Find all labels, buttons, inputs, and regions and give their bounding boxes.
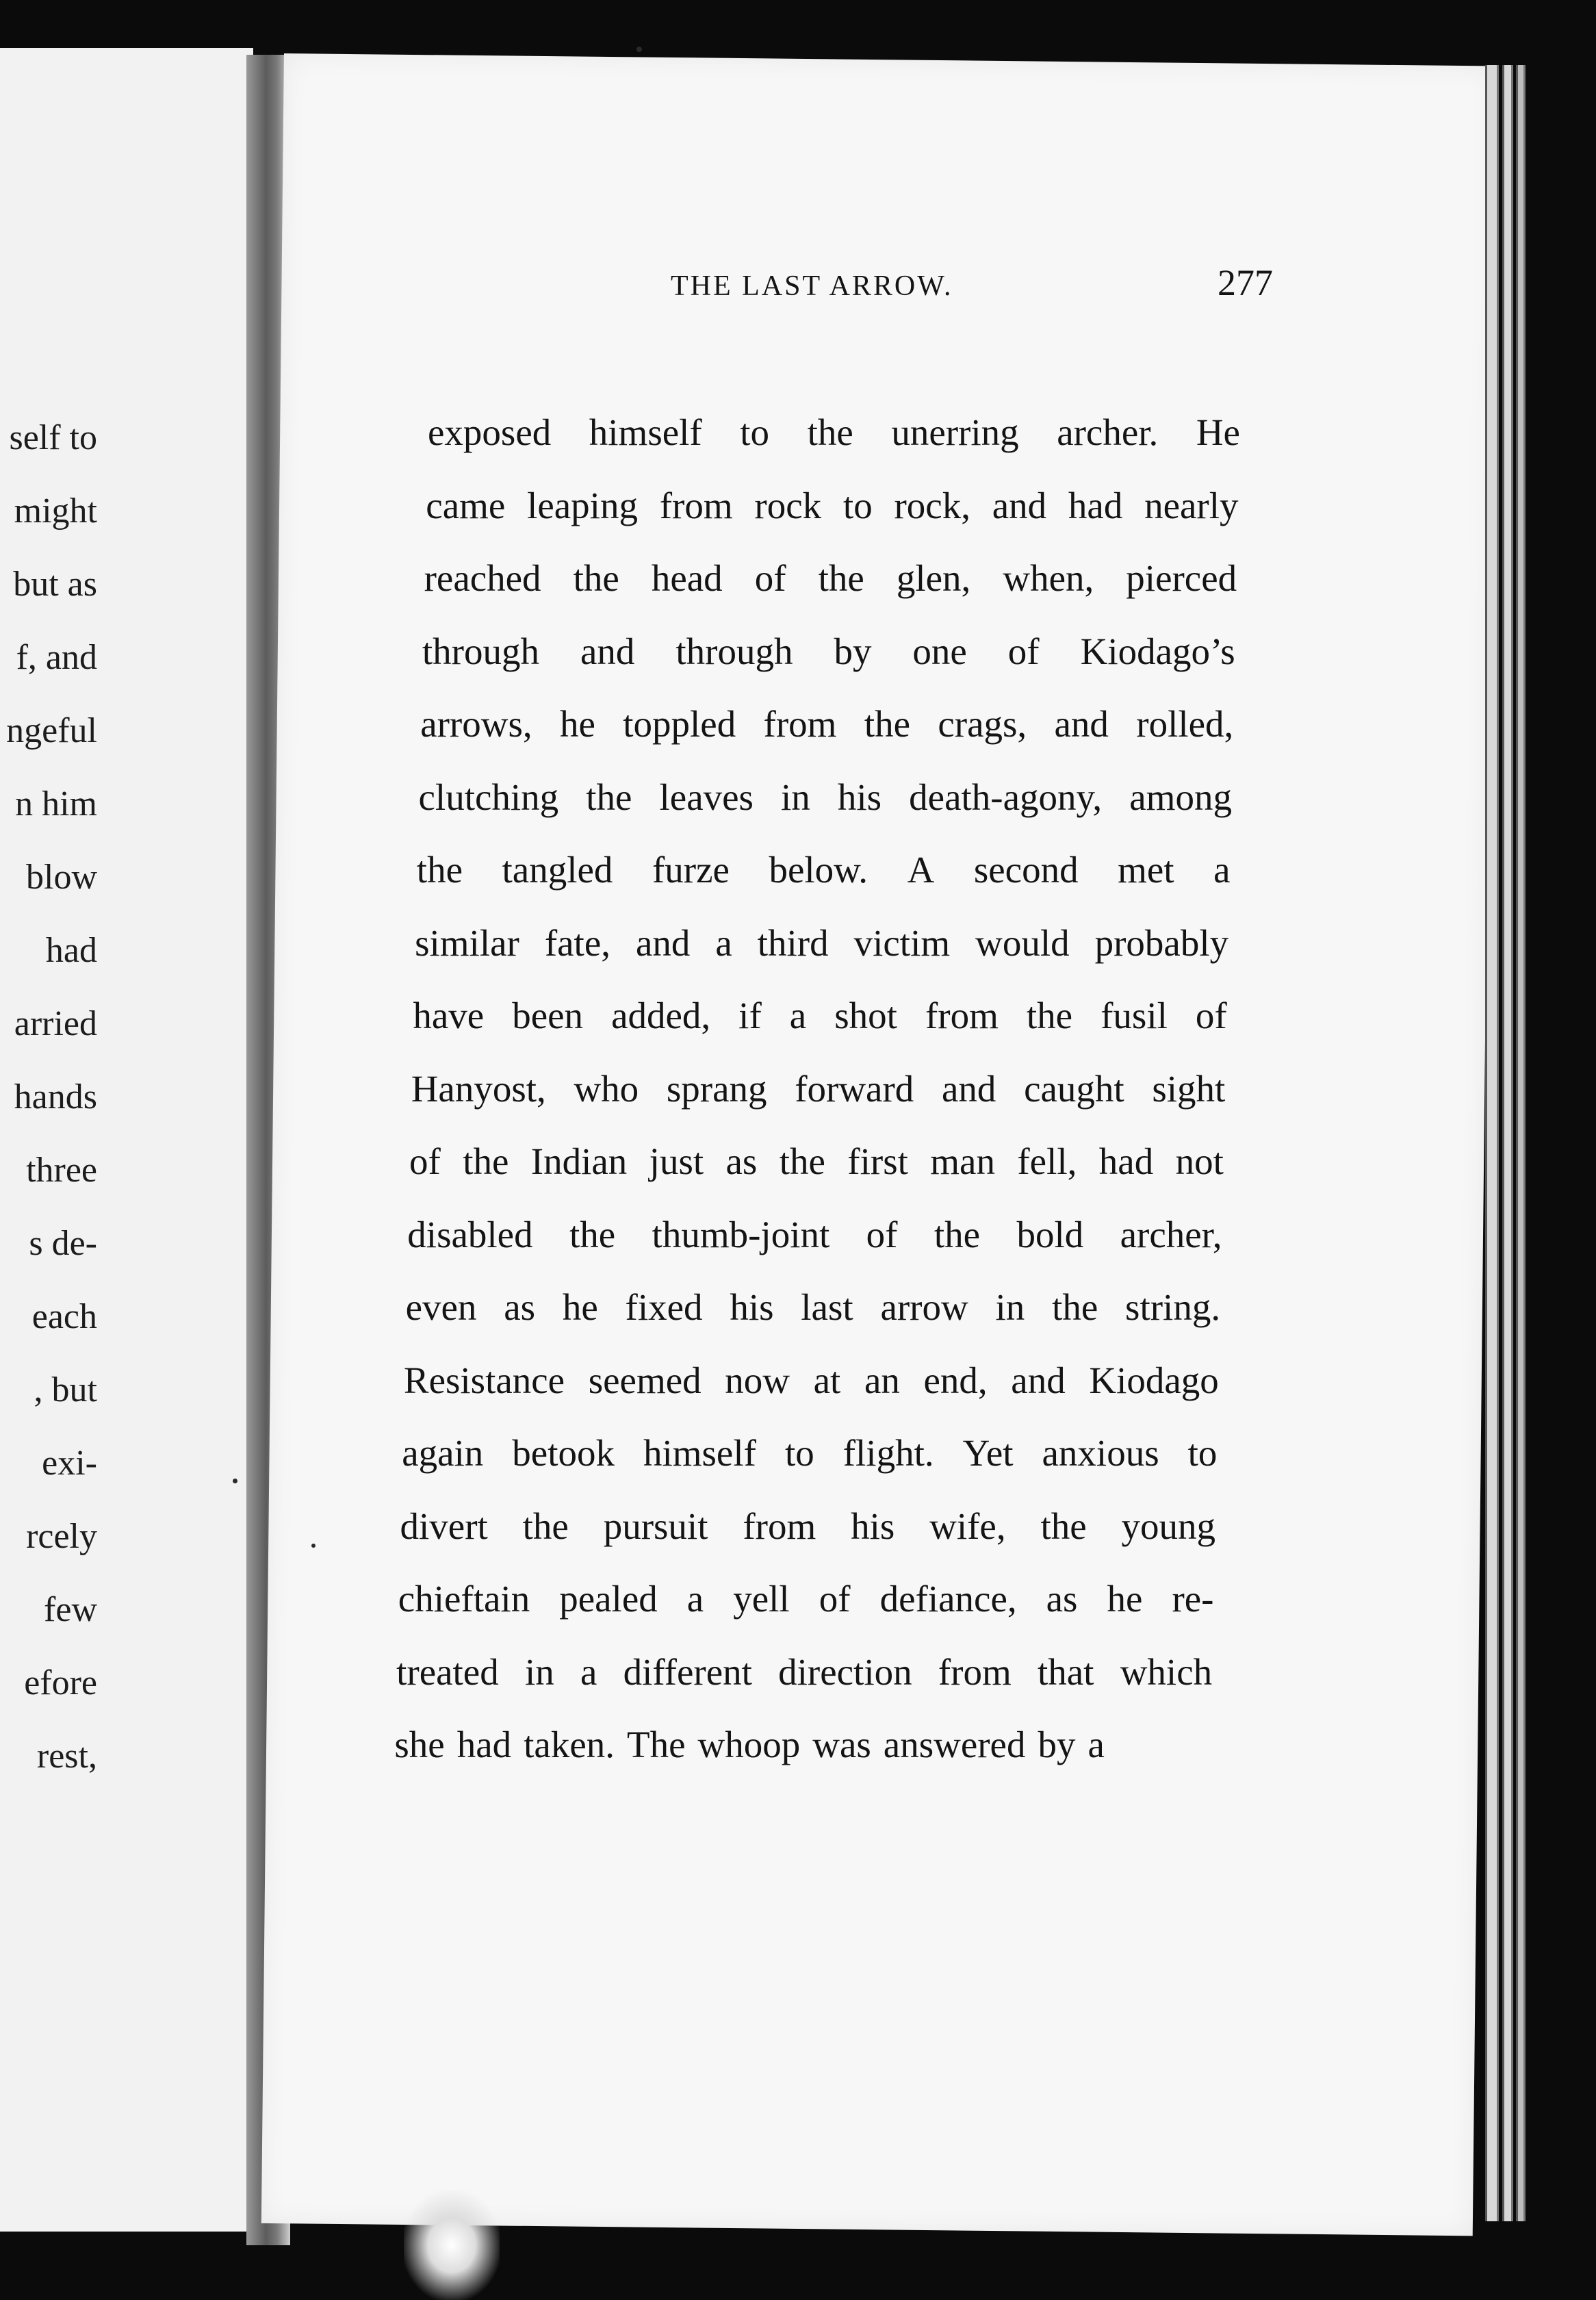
word: a (580, 1650, 597, 1693)
page-edge (1485, 65, 1499, 2221)
word: second (973, 849, 1079, 891)
left-page-line: , but (34, 1370, 97, 1409)
word: thumb-joint (652, 1213, 830, 1255)
word: of (754, 557, 786, 599)
word: Yet (962, 1432, 1014, 1474)
text-line (413, 994, 1226, 1037)
word: the (779, 1140, 825, 1182)
word: rock, (894, 484, 970, 526)
word: reached (424, 557, 541, 599)
word: third (757, 921, 829, 964)
word: head (651, 557, 723, 599)
word: string. (1125, 1286, 1221, 1328)
word: and (635, 921, 691, 964)
word: his (837, 776, 882, 818)
word: met (1118, 849, 1174, 891)
word: by (834, 630, 872, 672)
word: he (562, 1286, 598, 1328)
word: similar (415, 921, 519, 964)
word: whoop (697, 1724, 801, 1765)
running-title: THE LAST ARROW. (671, 270, 953, 302)
word: the (864, 703, 911, 745)
left-page-line: rcely (26, 1517, 97, 1556)
word: man (930, 1140, 995, 1182)
word: the (818, 557, 864, 599)
word: leaves (659, 776, 754, 818)
word: answered (883, 1724, 1026, 1765)
word: the (522, 1505, 569, 1547)
light-glare (404, 2190, 500, 2300)
left-page-line: efore (24, 1663, 97, 1702)
word: crags, (938, 703, 1027, 745)
left-page-line: self to (9, 418, 97, 457)
word: to (842, 484, 873, 526)
word: the (573, 557, 619, 599)
word: flight. (842, 1432, 934, 1474)
word: from (659, 484, 733, 526)
word: the (807, 411, 853, 453)
word: archer. (1057, 411, 1159, 453)
word: taken. (524, 1724, 615, 1765)
word: the (1052, 1286, 1098, 1328)
word: now (725, 1359, 790, 1401)
word: had (1098, 1140, 1154, 1182)
word: in (781, 776, 810, 818)
word: to (740, 411, 770, 453)
word: the (463, 1140, 509, 1182)
left-page-line: s de- (29, 1224, 97, 1263)
word: his (730, 1286, 774, 1328)
word: a (789, 995, 807, 1036)
text-line (398, 1577, 1214, 1620)
word: of (819, 1578, 851, 1620)
word: rock (754, 484, 822, 526)
word: unerring (891, 411, 1019, 453)
text-line (400, 1505, 1216, 1548)
word: himself (643, 1432, 756, 1474)
word: different (623, 1650, 752, 1693)
word: exposed (428, 411, 552, 453)
page-edge (1502, 65, 1513, 2221)
word: from (763, 703, 837, 745)
word: as (725, 1140, 758, 1182)
text-line (409, 1140, 1224, 1183)
word: Indian (530, 1140, 628, 1182)
word: bold (1016, 1213, 1084, 1255)
word: defiance, (879, 1578, 1017, 1620)
left-facing-page (0, 48, 253, 2232)
word: had (456, 1724, 512, 1765)
word: last (801, 1286, 853, 1328)
word: chieftain (398, 1578, 530, 1620)
text-line (396, 1650, 1212, 1694)
word: among (1129, 776, 1232, 818)
left-page-line: few (44, 1590, 97, 1629)
word: a (1213, 849, 1231, 891)
word: through (675, 630, 793, 672)
left-page-line: n him (15, 784, 97, 823)
page-number: 277 (1218, 262, 1273, 303)
text-line (404, 1359, 1219, 1402)
text-line (419, 776, 1233, 819)
word: if (738, 995, 762, 1036)
word: toppled (623, 703, 736, 745)
word: treated (396, 1650, 499, 1693)
word: and (1054, 703, 1109, 745)
left-page-line: blow (26, 858, 97, 897)
word: when, (1003, 557, 1094, 599)
word: the (586, 776, 632, 818)
word: and (941, 1067, 996, 1110)
word: arrows, (420, 703, 532, 745)
word: have (413, 995, 485, 1036)
word: would (975, 921, 1070, 964)
word: below. (769, 849, 868, 891)
word: from (925, 995, 999, 1036)
word: betook (512, 1432, 615, 1474)
word: who (574, 1067, 639, 1110)
word: again (402, 1432, 484, 1474)
word: himself (589, 411, 702, 453)
word: as (1046, 1578, 1078, 1620)
left-page-text (0, 48, 253, 2232)
word: end, (923, 1359, 988, 1401)
word: Kiodago (1089, 1359, 1219, 1401)
word: been (512, 995, 584, 1036)
word: death-agony, (909, 776, 1103, 818)
scan-speck (636, 47, 642, 52)
word: divert (400, 1505, 488, 1547)
text-line (406, 1286, 1221, 1329)
word: from (938, 1650, 1012, 1693)
left-page-line: hands (14, 1077, 97, 1116)
word: fate, (544, 921, 610, 964)
word: pierced (1126, 557, 1237, 599)
left-page-line: f, and (16, 638, 97, 677)
word: rolled, (1136, 703, 1234, 745)
word: a (715, 921, 732, 964)
left-page-line: three (26, 1151, 97, 1190)
word: at (813, 1359, 841, 1401)
running-head (383, 261, 1273, 304)
word: victim (853, 921, 951, 964)
word: not (1175, 1140, 1224, 1182)
word: anxious (1042, 1432, 1159, 1474)
word: archer, (1120, 1213, 1222, 1255)
word: Hanyost, (411, 1067, 546, 1110)
word: young (1121, 1505, 1215, 1547)
word: the (934, 1213, 981, 1255)
word: sight (1152, 1067, 1226, 1110)
word: yell (733, 1578, 790, 1620)
word: that (1037, 1650, 1094, 1693)
word: of (1007, 630, 1040, 672)
word: seemed (588, 1359, 702, 1401)
left-page-line: each (31, 1297, 97, 1336)
word: in (524, 1650, 554, 1693)
word: just (649, 1140, 704, 1182)
word: and (580, 630, 635, 672)
word: arrow (880, 1286, 968, 1328)
word: caught (1024, 1067, 1124, 1110)
word: pursuit (603, 1505, 708, 1547)
left-page-line: but as (13, 565, 97, 604)
word: forward (795, 1067, 914, 1110)
word: Resistance (403, 1359, 565, 1401)
word: a (1087, 1724, 1105, 1765)
text-line (407, 1213, 1222, 1256)
word: shot (834, 995, 897, 1036)
word: and (1011, 1359, 1066, 1401)
word: one (912, 630, 967, 672)
word: to (1187, 1432, 1218, 1474)
word: was (812, 1724, 871, 1765)
word: even (405, 1286, 477, 1328)
word: the (416, 849, 463, 891)
word: direction (778, 1650, 912, 1693)
word: which (1120, 1650, 1213, 1693)
word: pealed (559, 1578, 658, 1620)
word: came (426, 484, 506, 526)
word: of (866, 1213, 898, 1255)
text-line (424, 557, 1237, 600)
word: he (1107, 1578, 1143, 1620)
word: wife, (929, 1505, 1006, 1547)
word: an (864, 1359, 900, 1401)
word: of (1195, 995, 1227, 1036)
text-line (402, 1431, 1217, 1474)
page-edge (1516, 65, 1526, 2221)
text-line (428, 411, 1240, 454)
word: added, (611, 995, 711, 1036)
word: fixed (625, 1286, 703, 1328)
word: tangled (502, 849, 613, 891)
scan-speck (233, 1479, 237, 1483)
word: the (1026, 995, 1073, 1036)
word: probably (1094, 921, 1229, 964)
word: He (1196, 411, 1240, 453)
left-page-line: might (14, 491, 97, 531)
word: by (1038, 1724, 1076, 1765)
word: A (907, 849, 935, 891)
word: leaping (527, 484, 638, 526)
text-line (415, 921, 1228, 964)
word: the (1040, 1505, 1087, 1547)
word: and (992, 484, 1047, 526)
word: as (504, 1286, 536, 1328)
word: Kiodago’s (1080, 630, 1235, 672)
word: he (559, 703, 595, 745)
word: first (847, 1140, 908, 1182)
word: of (409, 1140, 441, 1182)
left-page-line: exi- (42, 1444, 97, 1483)
word: the (569, 1213, 616, 1255)
word: to (784, 1432, 814, 1474)
word: furze (652, 849, 730, 891)
text-line (426, 484, 1238, 527)
word: his (851, 1505, 895, 1547)
word: nearly (1144, 484, 1239, 526)
word: had (1068, 484, 1123, 526)
word: The (627, 1724, 686, 1765)
left-page-line: arried (14, 1004, 97, 1043)
word: fusil (1101, 995, 1168, 1036)
text-line (422, 630, 1235, 673)
left-page-line: ngeful (6, 711, 97, 750)
word: through (422, 630, 539, 672)
left-page-line: rest, (36, 1737, 97, 1776)
scan-speck (311, 1544, 316, 1548)
word: clutching (418, 776, 559, 818)
word: re- (1172, 1578, 1214, 1620)
text-line (411, 1067, 1226, 1110)
word: in (995, 1286, 1025, 1328)
word: sprang (666, 1067, 767, 1110)
word: she (394, 1724, 445, 1765)
text-line (420, 702, 1233, 745)
text-line (417, 848, 1231, 891)
word: disabled (407, 1213, 533, 1255)
word: fell, (1017, 1140, 1077, 1182)
word: glen, (896, 557, 971, 599)
word: a (686, 1578, 704, 1620)
word: from (743, 1505, 816, 1547)
left-page-line: had (45, 931, 97, 970)
text-line (394, 1723, 1210, 1766)
